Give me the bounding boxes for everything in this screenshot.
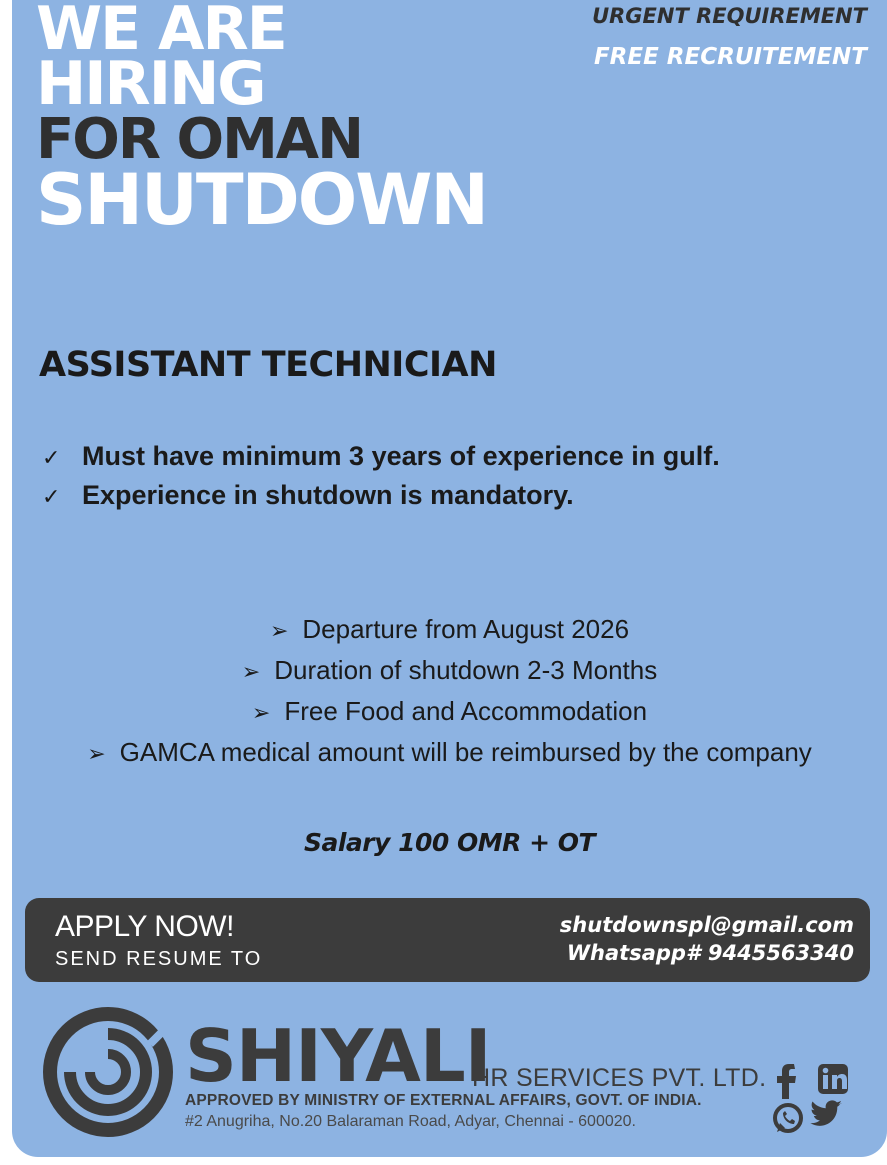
headline-line-1: WE ARE: [36, 0, 286, 64]
list-item: [12, 692, 887, 733]
email-link[interactable]: shutdownspl@gmail.com: [559, 913, 854, 937]
job-title: ASSISTANT TECHNICIAN: [39, 345, 497, 385]
company-address: #2 Anugriha, No.20 Balaraman Road, Adyar, Chennai - 600020.: [185, 1113, 636, 1130]
company-brand: SHIYALI: [185, 1014, 491, 1098]
company-suffix: HR SERVICES PVT. LTD.: [472, 1064, 767, 1092]
shiyali-logo-icon: [40, 1004, 176, 1140]
benefit-text: Duration of shutdown 2-3 Months: [274, 655, 658, 685]
benefit-text: Free Food and Accommodation: [284, 696, 648, 726]
free-recruitment-tag: FREE RECRUITEMENT: [593, 44, 867, 70]
salary: Salary 100 OMR + OT: [303, 828, 596, 857]
list-item: [80, 733, 820, 774]
list-item: [12, 610, 887, 651]
benefit-text: GAMCA medical amount will be reimbursed by the company: [119, 737, 812, 767]
headline-line-3: FOR OMAN: [36, 107, 363, 173]
send-resume-label: SEND RESUME TO: [55, 948, 263, 970]
linkedin-icon[interactable]: [818, 1064, 848, 1094]
arrow-bullet-icon: ➢: [251, 701, 271, 726]
benefits-list: [12, 610, 887, 774]
headline-line-4: SHUTDOWN: [36, 158, 487, 241]
check-icon: ✓: [42, 485, 61, 510]
arrow-bullet-icon: ➢: [241, 660, 261, 685]
check-icon: ✓: [42, 446, 61, 471]
arrow-bullet-icon: ➢: [87, 742, 106, 767]
apply-banner: [25, 898, 870, 982]
list-item: [12, 651, 887, 692]
headline-line-2: HIRING: [36, 49, 265, 120]
social-icons: [770, 1060, 850, 1140]
poster: [12, 0, 887, 1157]
contact-info: [560, 911, 854, 967]
facebook-icon[interactable]: [777, 1064, 796, 1099]
whatsapp-number[interactable]: Whatsapp# 9445563340: [566, 941, 854, 965]
twitter-icon[interactable]: [810, 1100, 842, 1126]
requirements-list: [42, 437, 720, 515]
requirement-text: Must have minimum 3 years of experience in gulf.: [82, 441, 720, 471]
urgent-requirement-tag: URGENT REQUIREMENT: [592, 4, 867, 28]
list-item: [42, 476, 720, 515]
whatsapp-icon[interactable]: [775, 1105, 801, 1132]
benefit-text: Departure from August 2026: [302, 614, 630, 644]
approval-text: APPROVED BY MINISTRY OF EXTERNAL AFFAIRS, GOVT. OF INDIA.: [185, 1092, 702, 1109]
apply-now-title: APPLY NOW!: [55, 910, 234, 943]
headline: [36, 0, 487, 241]
requirement-text: Experience in shutdown is mandatory.: [82, 480, 574, 510]
list-item: [42, 437, 720, 476]
arrow-bullet-icon: ➢: [269, 619, 289, 644]
